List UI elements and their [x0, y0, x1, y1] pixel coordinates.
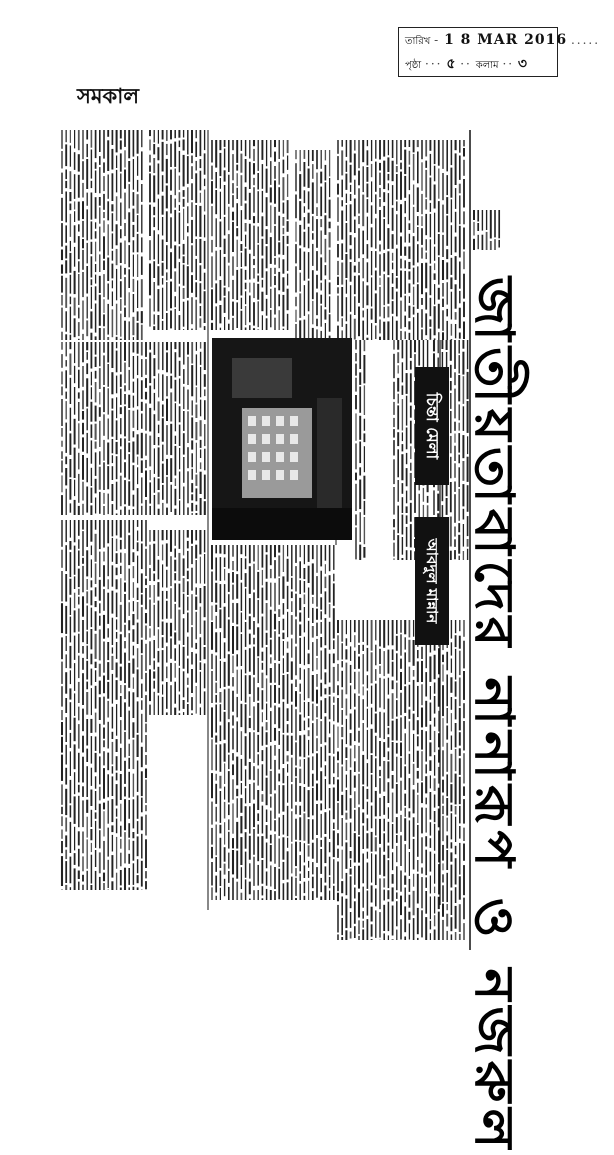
stamp-page-leader: ···	[425, 57, 443, 71]
text-column-11	[62, 520, 146, 890]
text-column-1	[62, 130, 142, 340]
text-column-3	[212, 140, 288, 330]
text-column-7	[62, 342, 205, 515]
stamp-page-row	[405, 53, 551, 77]
stamp-column-leader: ··	[460, 57, 472, 71]
text-column-12	[212, 545, 334, 900]
stamp-column-dots: ··	[502, 57, 515, 71]
stamp-page-label: পৃষ্ঠা	[405, 60, 422, 71]
stamp-date-row	[405, 29, 601, 53]
stamp-leader: .....	[570, 33, 601, 47]
text-column-14	[150, 530, 205, 715]
stamp-date-label: তারিখ	[405, 36, 431, 47]
text-column-8	[356, 340, 364, 560]
text-column-5	[338, 140, 464, 340]
stamp-separator: -	[434, 33, 441, 47]
section-kicker: চিন্তা মেলা	[415, 367, 449, 485]
article-headline: জাতীয়তাবাদের নানারূপ ও নজরুল	[463, 277, 527, 1155]
article-byline: আবদুল মান্নান	[415, 517, 449, 645]
stamp-column-value: ৩	[517, 56, 529, 72]
publication-masthead: সমকাল	[77, 83, 139, 108]
text-column-2	[150, 130, 205, 330]
article-photo	[212, 338, 352, 540]
stamp-date-value: 1 8 MAR 2016	[444, 32, 568, 48]
date-stamp	[398, 27, 601, 77]
text-column-4	[296, 150, 330, 340]
stamp-column-label: কলাম	[475, 60, 499, 71]
text-column-6	[474, 210, 499, 250]
text-column-13	[338, 620, 464, 940]
stamp-page-value: ৫	[446, 56, 457, 72]
